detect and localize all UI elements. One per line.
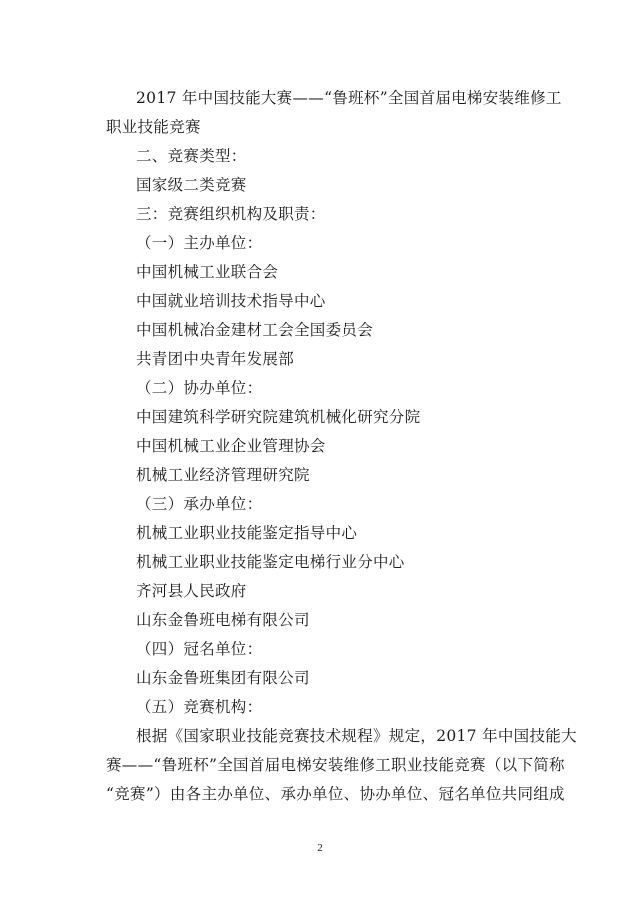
section-heading: 三：竞赛组织机构及职责： (136, 205, 326, 223)
title-line-2: 职业技能竞赛 (106, 118, 201, 136)
title-line-1: 2017 年中国技能大赛——“鲁班杯”全国首届电梯安装维修工 (136, 89, 562, 107)
section-heading: 二、竞赛类型： (136, 147, 247, 165)
paragraph-line-3: “竞赛”）由各主办单位、承办单位、协办单位、冠名单位共同组成 (106, 785, 565, 803)
subsection-heading: （一）主办单位： (136, 234, 263, 252)
list-item: 共青团中央青年发展部 (136, 350, 295, 368)
list-item: 机械工业职业技能鉴定指导中心 (136, 524, 358, 542)
subsection-heading: （二）协办单位： (136, 379, 263, 397)
list-item: 机械工业经济管理研究院 (136, 466, 310, 484)
list-item: 中国机械冶金建材工会全国委员会 (136, 321, 374, 339)
text-line: 国家级二类竞赛 (136, 176, 247, 194)
list-item: 中国建筑科学研究院建筑机械化研究分院 (136, 408, 421, 426)
subsection-heading: （四）冠名单位： (136, 640, 263, 658)
list-item: 机械工业职业技能鉴定电梯行业分中心 (136, 553, 405, 571)
subsection-heading: （五）竞赛机构： (136, 698, 263, 716)
paragraph-line-2: 赛——“鲁班杯”全国首届电梯安装维修工职业技能竞赛（以下简称 (106, 756, 565, 774)
page-number: 2 (317, 842, 323, 854)
list-item: 中国机械工业联合会 (136, 263, 279, 281)
subsection-heading: （三）承办单位： (136, 495, 263, 513)
paragraph-line-1: 根据《国家职业技能竞赛技术规程》规定，2017 年中国技能大 (136, 727, 577, 745)
list-item: 齐河县人民政府 (136, 582, 247, 600)
list-item: 中国就业培训技术指导中心 (136, 292, 326, 310)
list-item: 山东金鲁班集团有限公司 (136, 669, 310, 687)
list-item: 山东金鲁班电梯有限公司 (136, 611, 310, 629)
list-item: 中国机械工业企业管理协会 (136, 437, 326, 455)
